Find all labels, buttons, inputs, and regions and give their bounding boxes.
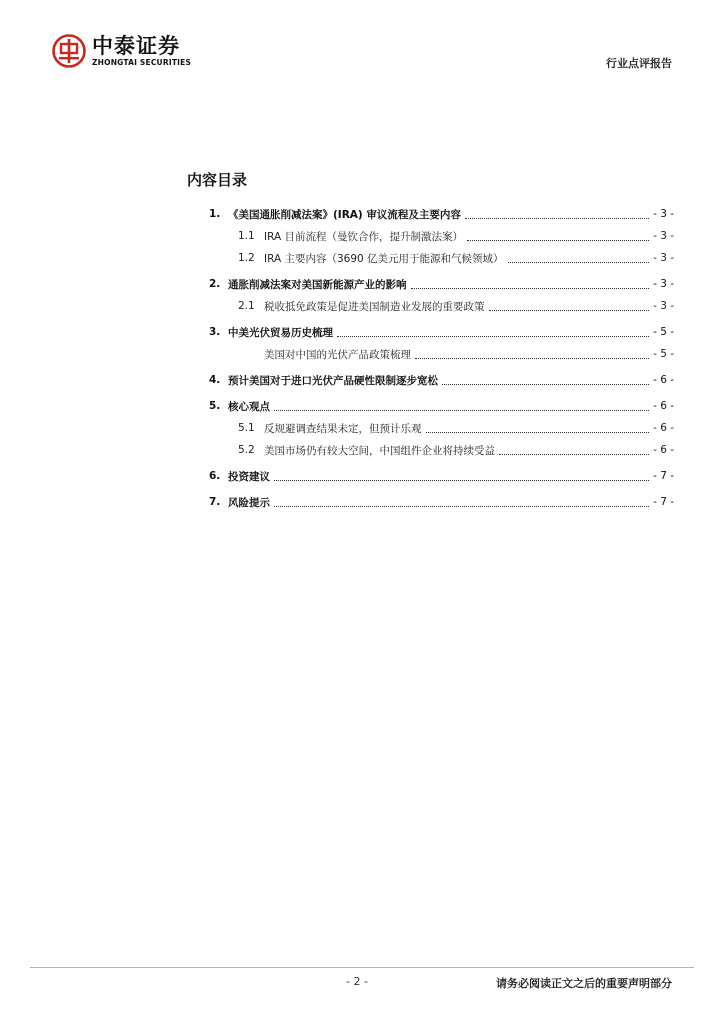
- toc-entry-3[interactable]: [209, 321, 674, 343]
- toc-entry-number: 3.: [209, 326, 221, 338]
- toc-entry-page: - 3 -: [653, 300, 674, 312]
- toc-entry-text: IRA 目前流程（曼钦合作，提升制激法案）: [264, 230, 463, 243]
- toc-entry-text: 投资建议: [228, 470, 270, 483]
- toc-entry-page: - 6 -: [653, 400, 674, 412]
- toc-entry-1-1[interactable]: [209, 225, 674, 247]
- toc-entry-text: IRA 主要内容（3690 亿美元用于能源和气候领域）: [264, 252, 504, 265]
- logo-text: [92, 35, 191, 67]
- dot-leader: [467, 240, 649, 241]
- toc-entry-text: 中美光伏贸易历史梳理: [228, 326, 333, 339]
- toc-entry-7[interactable]: [209, 491, 674, 513]
- toc-entry-page: - 5 -: [653, 348, 674, 360]
- toc-entry-text: 通胀削减法案对美国新能源产业的影响: [228, 278, 407, 291]
- toc-entry-page: - 6 -: [653, 374, 674, 386]
- dot-leader: [415, 358, 649, 359]
- toc-entry-5-2[interactable]: [209, 439, 674, 461]
- toc-entry-page: - 5 -: [653, 326, 674, 338]
- dot-leader: [499, 454, 649, 455]
- toc-entry-page: - 6 -: [653, 444, 674, 456]
- toc-entry-1-2[interactable]: [209, 247, 674, 269]
- toc-entry-page: - 6 -: [653, 422, 674, 434]
- toc-entry-2-1[interactable]: [209, 295, 674, 317]
- toc-entry-5-1[interactable]: [209, 417, 674, 439]
- footer-divider: [30, 967, 694, 968]
- table-of-contents: [209, 203, 674, 513]
- toc-entry-number: 2.1: [238, 300, 255, 312]
- toc-entry-text: 预计美国对于进口光伏产品硬性限制逐步宽松: [228, 374, 438, 387]
- dot-leader: [337, 336, 649, 337]
- toc-entry-text: 美国市场仍有较大空间，中国组件企业将持续受益: [264, 444, 495, 457]
- logo-english-name: ZHONGTAI SECURITIES: [92, 58, 192, 67]
- toc-entry-page: - 3 -: [653, 252, 674, 264]
- toc-entry-text: 《美国通胀削减法案》(IRA) 审议流程及主要内容: [228, 208, 461, 221]
- toc-entry-text: 风险提示: [228, 496, 270, 509]
- toc-entry-page: - 3 -: [653, 230, 674, 242]
- toc-entry-number: 4.: [209, 374, 221, 386]
- toc-entry-5[interactable]: [209, 395, 674, 417]
- toc-entry-page: - 7 -: [653, 470, 674, 482]
- logo-chinese-name: 中泰证券: [92, 34, 180, 58]
- page-number: - 2 -: [346, 975, 368, 988]
- toc-entry-2[interactable]: [209, 273, 674, 295]
- toc-entry-number: 2.: [209, 278, 221, 290]
- report-type-label: 行业点评报告: [606, 57, 672, 70]
- toc-entry-1[interactable]: [209, 203, 674, 225]
- toc-entry-6[interactable]: [209, 465, 674, 487]
- toc-entry-text: 核心观点: [228, 400, 270, 413]
- dot-leader: [274, 506, 649, 507]
- dot-leader: [274, 480, 649, 481]
- dot-leader: [426, 432, 650, 433]
- disclaimer-note: 请务必阅读正文之后的重要声明部分: [496, 977, 672, 990]
- zhongtai-logo-icon: [52, 34, 86, 68]
- toc-entry-text: 税收抵免政策是促进美国制造业发展的重要政策: [264, 300, 485, 313]
- toc-entry-number: 6.: [209, 470, 221, 482]
- toc-entry-text: 美国对中国的光伏产品政策梳理: [264, 348, 411, 361]
- dot-leader: [465, 218, 649, 219]
- company-logo: [52, 34, 191, 68]
- toc-entry-number: 1.1: [238, 230, 255, 242]
- toc-entry-page: - 3 -: [653, 278, 674, 290]
- toc-entry-number: 5.2: [238, 444, 255, 456]
- toc-entry-page: - 3 -: [653, 208, 674, 220]
- toc-title: 内容目录: [187, 171, 248, 189]
- toc-entry-3-sub[interactable]: [209, 343, 674, 365]
- toc-entry-number: 1.: [209, 208, 221, 220]
- dot-leader: [274, 410, 649, 411]
- toc-entry-page: - 7 -: [653, 496, 674, 508]
- toc-entry-text: 反规避调查结果未定，但预计乐观: [264, 422, 422, 435]
- dot-leader: [508, 262, 650, 263]
- dot-leader: [411, 288, 650, 289]
- toc-entry-4[interactable]: [209, 369, 674, 391]
- dot-leader: [442, 384, 649, 385]
- dot-leader: [489, 310, 650, 311]
- toc-entry-number: 7.: [209, 496, 221, 508]
- toc-entry-number: 5.: [209, 400, 221, 412]
- toc-entry-number: 5.1: [238, 422, 255, 434]
- toc-entry-number: 1.2: [238, 252, 255, 264]
